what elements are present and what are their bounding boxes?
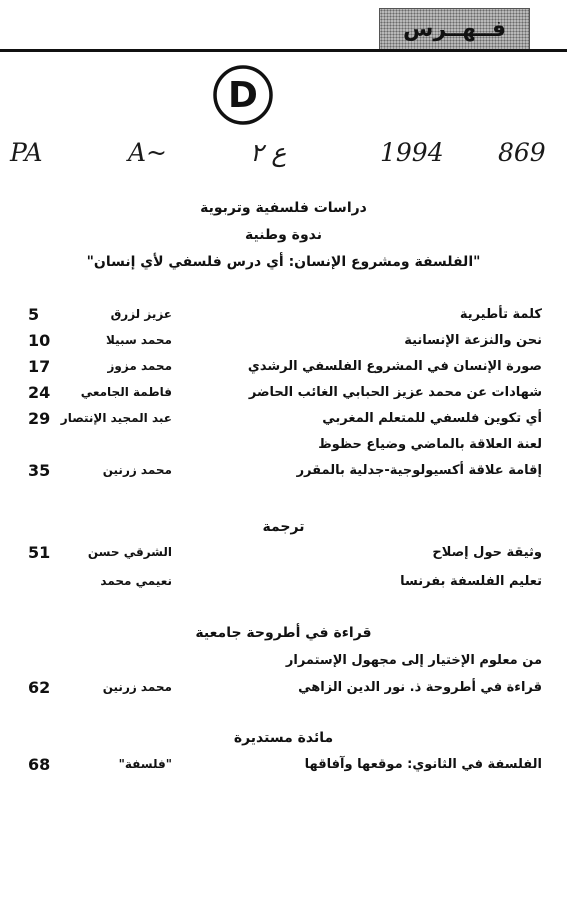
entry-author: فاطمة الجامعي [80,385,172,399]
toc-entry [0,411,567,431]
entry-page: 10 [28,331,51,350]
entry-title: الفلسفة في الثانوي: موقعها وآفاقها [304,757,542,772]
entry-title: أي تكوين فلسفي للمتعلم المغربي [322,411,542,426]
entry-author: محمد مزوز [107,359,172,373]
section-heading-translation: ترجمة [262,519,305,535]
entry-author: محمد سبيلا [106,333,172,347]
entry-page: 5 [28,305,40,324]
index-header-tab [379,8,530,50]
entry-title: نحن والنزعة الإنسانية [404,333,542,348]
entry-author: محمد زرنين [102,680,172,694]
entry-title: صورة الإنسان في المشروع الفلسفي الرشدي [247,359,542,374]
toc-entry [0,333,567,353]
entry-page: 51 [28,543,51,562]
entry-author: نعيمي محمد [100,574,172,588]
section-heading-roundtable: مائدة مستديرة [233,730,334,746]
toc-entry [0,437,567,457]
toc-entry [0,757,567,777]
ref-code-1: PA [10,138,43,167]
entry-title: تعليم الفلسفة بفرنسا [400,574,542,589]
title-line-3: "الفلسفة ومشروع الإنسان: أي درس فلسفي لأي إنسان" [86,254,481,270]
ref-code-2: A~ [128,138,168,167]
entry-title: إقامة علاقة أكسيولوجية-جدلية بالمقرر [296,463,542,478]
toc-entry [0,680,567,700]
entry-page: 17 [28,357,51,376]
index-header-label: فــهــرس [402,16,507,42]
toc-entry [0,307,567,327]
ref-year: 1994 [380,138,444,167]
entry-page: 29 [28,409,51,428]
entry-author: عزيز لزرق [110,307,172,321]
toc-entry [0,385,567,405]
toc-entry [0,545,567,565]
toc-entry [0,574,567,594]
section-heading-reading: قراءة في أطروحة جامعية [195,625,372,641]
entry-page: 62 [28,678,51,697]
entry-page: 24 [28,383,51,402]
entry-page: 68 [28,755,51,774]
title-line-1: دراسات فلسفية وتربوية [200,200,367,216]
entry-title: كلمة تأطيرية [459,307,542,322]
entry-title: شهادات عن محمد عزيز الحبابي الغائب الحاضر [248,385,542,400]
ref-code-3: ع ٢ [250,138,287,167]
d-logo-icon [212,64,274,126]
entry-author: الشرقي حسن [87,545,172,559]
toc-entry [0,653,567,673]
entry-title: وثيقة حول إصلاح [432,545,542,560]
entry-author: محمد زرنين [102,463,172,477]
entry-page: 35 [28,461,51,480]
entry-title: قراءة في أطروحة ذ. نور الدين الزاهي [298,680,542,695]
ref-number: 869 [498,138,546,167]
entry-title: لعنة العلاقة بالماضي وضياع حظوظ [318,437,542,452]
logo-letter: D [228,75,258,116]
entry-author: "فلسفة" [118,757,172,771]
entry-author: عبد المجيد الإنتصار [60,411,172,425]
toc-entry [0,359,567,379]
toc-entry [0,463,567,483]
title-line-2: ندوة وطنية [245,227,322,243]
header-rule [0,49,567,52]
entry-title: من معلوم الإختيار إلى مجهول الإستمرار [285,653,542,668]
